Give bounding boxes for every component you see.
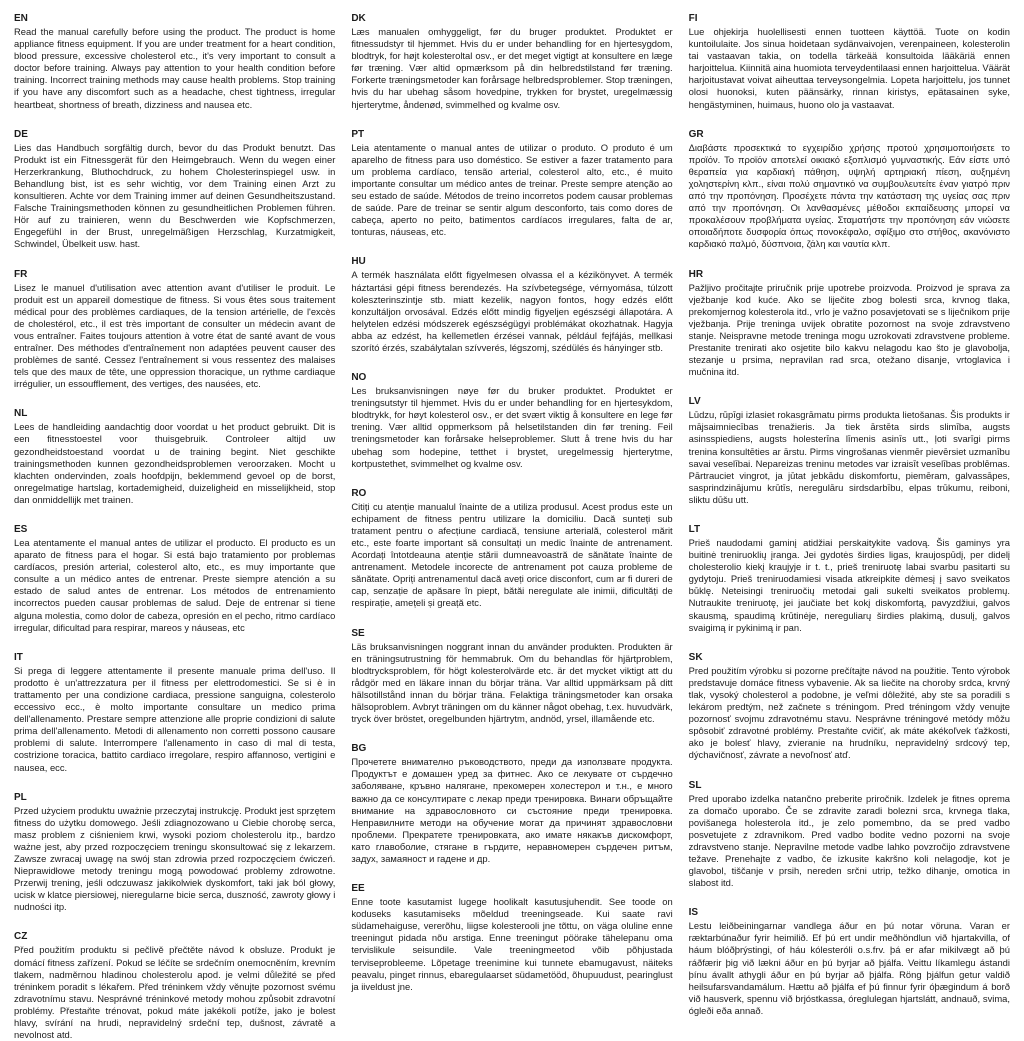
language-code-label: LT [688, 524, 701, 535]
language-section-it [14, 651, 335, 774]
instruction-text: Lea atentamente el manual antes de utilizar el producto. El producto es un aparato de fitness para el hogar. Si está bajo tratamiento por problemas cardíacos, presión arterial, colesterol alto, etc., es muy importante que consulte a un médico antes de entrenar. Preste siempre atención a su estado de salud antes de entrenar. Los métodos de entrenamiento incorrectos pueden causar problemas de salud. Deje de entrenar si tiene alguna molestia, como dolor de cabeza, opresión en el pecho, ritmo cardíaco irregular, dificultad para respirar, mareos y náuseas, etc [14, 537, 336, 633]
language-code-label: SE [351, 627, 365, 639]
language-code-label: NO [351, 372, 367, 384]
language-section-lt [689, 523, 1010, 634]
language-code-label: DE [14, 128, 28, 140]
language-section-pt [351, 128, 672, 239]
language-section-no [351, 371, 672, 470]
instruction-text: A termék használata előtt figyelmesen olvassa el a kézikönyvet. A termék háztartási gépi fitness berendezés. Ha szívbetegsége, vérnyomása, túlzott koleszterinszintje stb. miatt kezelik, nagyon fontos, hogy edzés előtt konzultáljon orvosával. Edzés előtt mindig figyeljen egészségi állapotára. A helytelen edzési módszerek egészségügyi problémákat okozhatnak. Hagyja abba az edzést, ha kellemetlen érzései vannak, például fejfájás, mellkasi szorító érzés, szabálytalan szívverés, légszomj, szédülés és hányinger stb. [351, 269, 673, 353]
language-code-label: PT [351, 128, 365, 140]
instruction-text: Læs manualen omhyggeligt, før du bruger produktet. Produktet er fitnessudstyr til hjemmet. Hvis du er under behandling for en hjertesygdom, blodtryk, for højt kolesteroltal osv., er det meget vigtigt at konsultere en læge før træning. Vær altid opmærksom på din helbredstilstand før træning. Forkerte træningsmetoder kan forårsage helbredsproblemer. Stop træningen, hvis du har ubehag såsom hovedpine, trykken for brystet, uregelmæssig hjerterytme, åndenød, svimmelhed og kvalme osv. [351, 26, 673, 110]
instruction-text: Lestu leiðbeiningarnar vandlega áður en þú notar vöruna. Varan er ræktarbúnaður fyrir heimilið. Ef þú ert undir meðhöndlun við hjartakvilla, of háum blóðþrýstingi, of háu kólesteróli o.s.frv. þá er afar mikilvægt að þú ráðfærir þig við lækni áður en þú byrjar að þjálfa. Veittu líkamlegu ástandi þínu ávallt athygli áður en þú byrjar að þjálfa. Röng þjálfun getur valdið heilsufarsvandamálum. Hættu að þjálfa ef þú finnur fyrir óþægindum á borð við hausverk, spennu við brjóstkassa, óreglulegan hjartslátt, andnauð, svima, ógleði eða annað. [688, 920, 1010, 1016]
instruction-text: Lūdzu, rūpīgi izlasiet rokasgrāmatu pirms produkta lietošanas. Šis produkts ir mājsaimniecības trenažieris. Ja tiek ārstēta sirds slimība, augsts asinsspiediens, augsts holesterīna līmenis asinīs utt., ļoti svarīgi pirms trenina konsultēties ar ārstu. Pirms vingrošanas vienmēr pievērsiet uzmanību savai veselībai. Nepareizas treninu metodes var izraisīt veselības problēmas. Pārtrauciet vingrot, ja jūtat jebkādu diskomfortu, piemēram, galvassāpes, sasprindzinājumu krūtīs, neregulāru sirdsdarbību, elpas trūkumu, reiboni, sliktu dūšu utt. [688, 409, 1010, 505]
language-code-label: DK [351, 13, 366, 24]
language-section-lv [689, 395, 1010, 506]
instruction-text: Διαβάστε προσεκτικά το εγχειρίδιο χρήσης προτού χρησιμοποιήσετε το προϊόν. Το προϊόν αποτελεί οικιακό εξοπλισμό γυμναστικής. Εάν είστε υπό θεραπεία για καρδιακή πάθηση, υψηλή αρτηριακή πίεση, αυξημένη χοληστερίνη κλπ., είναι πολύ σημαντικό να συμβουλευτείτε έναν γιατρό πριν από την προπόνηση. Προσέχετε πάντα την κατάσταση της υγείας σας πριν από την προπόνηση. Οι λανθασμένες μέθοδοι εκπαίδευσης μπορεί να προκαλέσουν προβλήματα υγείας. Σταματήστε την προπόνηση εάν νιώσετε οποιαδήποτε δυσφορία όπως πονοκέφαλο, σφίξιμο στο στήθος, ακανόνιστο καρδιακό παλμό, δύσπνοια, ζάλη και ναυτία κλπ. [688, 141, 1010, 250]
instruction-text: Enne toote kasutamist lugege hoolikalt kasutusjuhendit. See toode on koduseks kasutamiseks mõeldud treeningseade. Kui saate ravi südamehaiguse, vererõhu, liigse kolesterooli jne tõttu, on väga oluline enne treeningut pidada nõu arstiga. Enne treeningut pöörake tähelepanu oma tervislikule seisundile. Vale treeningmeetod võib põhjustada terviseprobleeme. Lõpetage treenimine kui tunnete ebamugavust, näiteks peavalu, pinget rinnus, ebaregulaarset südametööd, õhupuudust, pearinglust ja iiveldust jne. [351, 896, 673, 992]
instruction-text: Прочетете внимателно ръководството, преди да използвате продукта. Продуктът е домашен уред за фитнес. Ако се лекувате от сърдечно заболяване, кръвно налягане, прекомерен холестерол и т.н., е много важно да се консултирате с лекар преди тренировка. Винаги обръщайте внимание на здравословното си състояние преди тренировка. Неправилните методи на обучение могат да причинят здравословни проблеми. Прекратете тренировката, ако имате някакъв дискомфорт, като главоболие, стягане в гърдите, неравномерен сърдечен ритъм, задух, замаяност и гадене и др. [351, 756, 673, 864]
instruction-text: Lisez le manuel d'utilisation avec attention avant d'utiliser le produit. Le produit est un appareil domestique de fitness. Si vous êtes sous traitement médical pour des problèmes cardiaques, de la tension artérielle, de l'excès de cholestérol, etc., il est très important de consulter un médecin avant de vous entraîner. Faites toujours attention à votre état de santé avant de vous entraîner. Des méthodes d'entraînement non adaptées peuvent causer des problèmes de santé. Cessez l'entraînement si vous ressentez des malaises tels que des maux de tête, une oppression thoracique, un rythme cardiaque irrégulier, un essoufflement, des vertiges, des nausées, etc. [14, 281, 336, 390]
language-section-de [14, 128, 335, 251]
language-section-cz [14, 930, 335, 1041]
instruction-text: Les bruksanvisningen nøye før du bruker produktet. Produktet er treningsutstyr til hjemmet. Hvis du er under behandling for en hjertesykdom, blodtrykk, for høyt kolesterol osv., er det svært viktig å konsultere en lege før trening. Vær alltid oppmerksom på helsetilstanden din før trening. Feil treningsmetoder kan forårsake helseproblemer. Slutt å trene hvis du har ubehag som hodepine, tetthet i brystet, uregelmessig hjerterytme, kortpustethet, svimmelhet og kvalme osv. [351, 385, 673, 469]
language-section-ro [351, 487, 672, 610]
language-code-label: RO [351, 487, 367, 499]
language-section-sk [689, 651, 1010, 762]
instruction-text: Prieš naudodami gaminį atidžiai perskaitykite vadovą. Šis gaminys yra buitinė treniruoklių įranga. Jei gydotės širdies ligas, kraujospūdį, per didelį cholesterolio kiekį kraujyje ir t. t., prieš treniruotę labai svarbu pasitarti su gydytoju. Prieš treniruodamiesi visada atkreipkite dėmesį į savo sveikatos būklę. Neteisingi treniruočių metodai gali sukelti sveikatos problemų. Nutraukite treniruotę, jei jaučiate bet kokį diskomfortą, pavyzdžiui, galvos skausmą, spaudimą krūtinėje, nereguliarų širdies plakimą, dusulį, galvos svaigimą ir pykinimą ir pan. [688, 537, 1010, 633]
language-section-dk [351, 12, 672, 111]
language-section-fr [14, 268, 335, 391]
language-section-fi [689, 12, 1010, 111]
language-code-label: CZ [14, 931, 28, 943]
instruction-text: Lue ohjekirja huolellisesti ennen tuotteen käyttöä. Tuote on kodin kuntoilulaite. Jos sinua hoidetaan sydänvaivojen, verenpaineen, kolesterolin tai vastaavan takia, on todella tärkeää konsultoida lääkäriä ennen harjoittelua. Kiinnitä aina huomiota terveydentilaasi ennen harjoittelua. Väärät harjoitustavat voivat aiheuttaa terveysongelmia. Lopeta harjoittelu, jos tunnet olosi huonoksi, kuten päänsärky, rinnan kiristys, epätasainen syke, hengästyminen, huimaus, huono olo ja vastaavat. [688, 26, 1010, 110]
language-code-label: FI [688, 13, 698, 24]
language-code-label: GR [688, 128, 704, 140]
column-1 [14, 12, 336, 1041]
language-section-nl [14, 407, 335, 506]
language-section-se [351, 627, 672, 726]
instruction-text: Pred použitím výrobku si pozorne prečítajte návod na použitie. Tento výrobok predstavuje domáce fitness vybavenie. Ak sa liečite na choroby srdca, krvný tlak, vysoký cholesterol a podobne, je veľmi dôležité, aby ste sa poradili s lekárom predtým, než začnete s tréningom. Pred tréningom vždy venujte pozornosť svojmu zdravotnému stavu. Nesprávne tréningové metódy môžu spôsobiť zdravotné problémy. Prestaňte cvičiť, ak máte akékoľvek ťažkosti, ako je bolesť hlavy, zvieranie na hrudníku, nepravidelný srdcový tep, dýchavičnosť, závrate a nevoľnosť atď. [688, 664, 1010, 761]
instruction-text: Läs bruksanvisningen noggrant innan du använder produkten. Produkten är en träningsutrustning för hemmabruk. Om du behandlas för hjärtproblem, blodtrycksproblem, för högt kolesterolvärde etc. är det mycket viktigt att du rådgör med en läkare innan du börjar träna. Var alltid uppmärksam på ditt hälsotillstånd innan du börjar träna. Felaktiga träningsmetoder kan orsaka hälsoproblem. Avbryt träningen om du känner något obehag, t.ex. huvudvärk, tryck över bröstet, oregelbunden hjärtrytm, andnöd, yrsel, illamående etc. [351, 640, 673, 725]
instruction-text: Przed użyciem produktu uważnie przeczytaj instrukcję. Produkt jest sprzętem fitness do użytku domowego. Jeśli zdiagnozowano u Ciebie chorobę serca, masz problem z ciśnieniem krwi, wysoki poziom cholesterolu itp., bardzo ważne jest, aby przed rozpoczęciem treningu skonsultować się z lekarzem. Zawsze zwracaj uwagę na swój stan zdrowia przed rozpoczęciem ćwiczeń. Nieprawidłowe metody treningu mogą powodować problemy zdrowotne. Przerwij trening, jeśli odczuwasz jakikolwiek dyskomfort, taki jak ból głowy, ucisk w klatce piersiowej, nieregularne bicie serca, duszność, zawroty głowy i nudności itp. [14, 804, 336, 913]
language-code-label: LV [688, 396, 701, 408]
language-section-pl [14, 791, 335, 914]
language-section-hu [351, 255, 672, 354]
language-code-label: IS [688, 907, 699, 919]
instruction-text: Před použitím produktu si pečlivě přečtěte návod k obsluze. Produkt je domácí fitness zařízení. Pokud se léčíte se srdečním onemocněním, krevním tlakem, nadměrnou hladinou cholesterolu apod. je velmi důležité se před tréninkem poradit s lékařem. Před tréninkem vždy věnujte pozornost svému zdravotnímu stavu. Nesprávné tréninkové metody mohou způsobit zdravotní problémy. Přestaňte trénovat, pokud máte jakékoli potíže, jako je bolest hlavy, svírání na hrudi, nepravidelný srdeční tep, dušnost, závratě a nevolnost atd. [14, 944, 336, 1041]
language-code-label: ES [14, 524, 28, 535]
instruction-text: Citiți cu atenție manualul înainte de a utiliza produsul. Acest produs este un echipament de fitness pentru utilizare la domiciliu. Dacă sunteți sub tratament pentru o afecțiune cardiacă, tensiune arterială, colesterol mărit etc., este foarte important să consultați un medic înainte de antrenament. Acordați întotdeauna atenție stării dumneavoastră de sănătate înainte de antrenament. Metodele incorecte de antrenament pot cauza probleme de sănătate. Opriți antrenamentul dacă aveți orice disconfort, cum ar fi dureri de cap, senzație de apăsare în piept, bătăi neregulate ale inimii, dificultăți de respirație, amețeli și greață etc. [351, 500, 673, 609]
language-code-label: SK [688, 651, 703, 663]
instruction-text: Pred uporabo izdelka natančno preberite priročnik. Izdelek je fitnes oprema za domačo uporabo. Če se zdravite zaradi bolezni srca, krvnega tlaka, povišanega holesterola itd., je zelo pomembno, da se pred vadbo posvetujete z zdravnikom. Pred vadbo bodite vedno pozorni na svoje zdravstveno stanje. Nepravilne metode vadbe lahko povzročijo zdravstvene težave. Prenehajte z vadbo, če izkusite kakršno koli nelagodje, kot je glavobol, tiščanje v prsih, nereden srčni utrip, težko dihanje, omotica in slabost itd. [688, 792, 1010, 889]
language-code-label: EN [14, 13, 28, 24]
language-code-label: FR [14, 268, 28, 280]
column-2 [351, 12, 672, 1012]
language-section-gr [689, 128, 1010, 251]
language-section-is [689, 906, 1010, 1017]
instruction-text: Read the manual carefully before using the product. The product is home appliance fitness equipment. If you are under treatment for a heart condition, blood pressure, excessive cholesterol etc., it's very important to consult a doctor before training. Always pay attention to your health condition before training. Incorrect training methods may cause health problems. Stop training if you have any discomfort such as a headache, chest tightness, irregular heartbeat, shortness of breath, dizziness and nausea etc. [14, 26, 336, 110]
instruction-text: Lees de handleiding aandachtig door voordat u het product gebruikt. Dit is een fitnesstoestel voor thuisgebruik. Controleer altijd uw gezondheidstoestand voordat u de training begint. Niet geschikte trainingsmethoden kunnen gezondheidsproblemen veroorzaken. Mocht u klachten ondervinden, zoals hoofdpijn, beklemmend gevoel op de borst, onregelmatige hartslag, kortademigheid, duizeligheid en misselijkheid, stop dan onmiddellijk met trainen. [14, 421, 336, 505]
language-section-sl [689, 779, 1010, 890]
language-code-label: IT [14, 651, 23, 663]
language-section-es [14, 523, 335, 634]
instruction-text: Leia atentamente o manual antes de utilizar o produto. O produto é um aparelho de fitness para uso doméstico. Se estiver a fazer tratamento para um problema cardíaco, tensão arterial, colesterol alto, etc., é muito importante consultar um médico antes de treinar. Preste sempre atenção ao seu estado de saúde. Métodos de treino incorretos podem causar problemas de saúde. Pare de treinar se sentir algum desconforto, tais como dores de cabeça, aperto no peito, batimentos cardíacos irregulares, falta de ar, tonturas, náuseas, etc. [351, 141, 673, 238]
language-code-label: HU [351, 256, 366, 268]
instruction-text: Pažljivo pročitajte priručnik prije upotrebe proizvoda. Proizvod je sprava za vježbanje kod kuće. Ako se liječite zbog bolesti srca, krvnog tlaka, prekomjernog kolesterola itd., vrlo je važno posavjetovati se s liječnikom prije vježbanja. Prije treninga uvijek obratite pozornost na svoje zdravstveno stanje. Neispravne metode treninga mogu uzrokovati zdravstvene probleme. Prestanite trenirati ako osjetite bilo kakvu nelagodu kao što je glavobolja, stezanje u prsima, nepravilan rad srca, otežano disanje, vrtoglavica i mučnina itd. [688, 281, 1010, 378]
language-code-label: SL [688, 779, 702, 791]
language-section-bg [351, 742, 672, 865]
language-code-label: HR [688, 268, 704, 280]
language-code-label: EE [351, 883, 365, 895]
column-3 [688, 12, 1010, 1016]
language-section-hr [689, 268, 1010, 379]
instruction-text: Lies das Handbuch sorgfältig durch, bevor du das Produkt benutzt. Das Produkt ist ein Fitnessgerät für den Heimgebrauch. Wenn du wegen einer Herzerkrankung, Bluthochdruck, zu hohem Cholesterinspiegel usw. in Behandlung bist, ist es sehr wichtig, vor dem Training einen Arzt zu konsultieren. Achte vor dem Training immer auf deinen Gesundheitszustand. Falsche Trainingsmethoden können zu gesundheitlichen Problemen führen. Hör auf zu trainieren, wenn du Beschwerden wie Kopfschmerzen, Engegefühl in der Brust, unregelmäßigen Herzschlag, Kurzatmigkeit, Schwindel, Übelkeit usw. hast. [14, 141, 336, 250]
language-code-label: NL [14, 408, 28, 420]
language-code-label: BG [351, 743, 367, 755]
language-section-ee [351, 882, 672, 993]
language-code-label: PL [14, 791, 27, 803]
language-section-en [14, 12, 335, 111]
instruction-text: Si prega di leggere attentamente il presente manuale prima dell'uso. Il prodotto è un'attrezzatura per il fitness per elettrodomestici. Se si è in trattamento per una condizione cardiaca, pressione sanguigna, colesterolo eccessivo ecc., è molto importante consultare un medico prima dell'allenamento. Prestare sempre attenzione alle proprie condizioni di salute prima dell'allenamento. Metodi di allenamento non corretti possono causare problemi di salute. Interrompere l'allenamento in caso di mal di testa, costrizione toracica, battito cardiaco irregolare, respiro affannoso, vertigini e nausea, ecc. [14, 664, 336, 773]
